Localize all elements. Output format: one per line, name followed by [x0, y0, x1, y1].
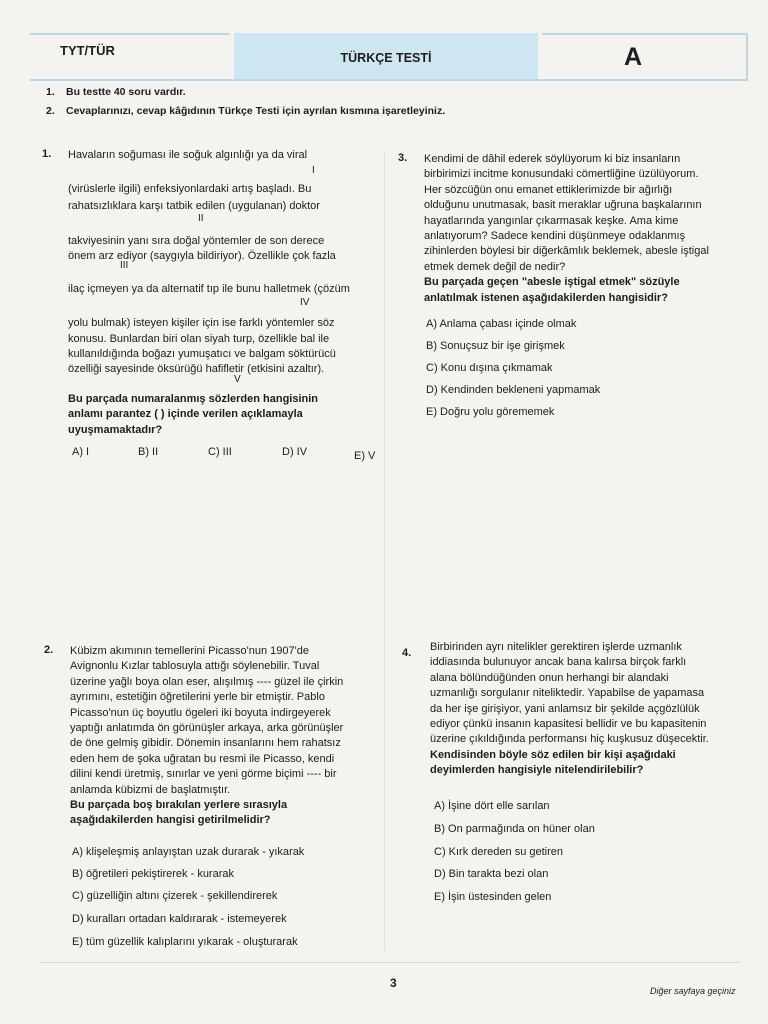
q2-line: Picasso'nun üç boyutlu ögeleri iki boyuta indirgeyerek	[70, 706, 331, 719]
q3-line: Kendimi de dâhil ederek söylüyorum ki biz insanların	[424, 153, 681, 165]
q3-option-d[interactable]: D) Kendinden bekleneni yapmamak	[426, 384, 601, 396]
footer-divider	[40, 962, 740, 963]
roman-marker: II	[198, 213, 204, 224]
q3-option-c[interactable]: C) Konu dışına çıkmamak	[426, 362, 553, 374]
q3-option-a[interactable]: A) Anlama çabası içinde olmak	[426, 318, 577, 330]
q3-prompt: Bu parçada geçen "abesle iştigal etmek" sözüyle anlatılmak istenen aşağıdakilerden hangisidir?	[424, 276, 680, 304]
q2-line: ayrımını, estetiğin öğretilerini yerle bir etmiştir. Pablo	[70, 691, 325, 704]
page-number: 3	[390, 976, 397, 990]
q2-option-c[interactable]: C) güzelliğin altını çizerek - şekillendirerek	[72, 890, 278, 902]
q2-number: 2.	[44, 644, 54, 656]
q3-option-e[interactable]: E) Doğru yolu görememek	[426, 406, 555, 418]
q1-line: takviyesinin yanı sıra doğal yöntemler de son derece	[68, 235, 325, 247]
q4-passage	[430, 640, 750, 779]
q1-line: konusu. Bunlardan biri olan siyah turp, özellikle bal ile	[68, 333, 330, 345]
q1-option-d[interactable]: D) IV	[282, 446, 308, 458]
q3-line: Her sözcüğün onu emanet ettiklerimizde bir ağırlığı	[424, 183, 673, 196]
q1-option-a[interactable]: A) I	[72, 446, 90, 458]
q2-line: de öne gelmiş gibidir. Dönemin insanlarını hem rahatsız	[70, 737, 341, 750]
instruction-2: 2. Cevaplarınızı, cevap kâğıdının Türkçe Testi için ayrılan kısmına işaretleyiniz.	[46, 105, 446, 117]
q2-line: yaptığı anlatımda ön görünüşler arkaya, arka görünüşler	[70, 721, 344, 734]
q1-number: 1.	[42, 148, 52, 160]
roman-marker: V	[234, 374, 241, 385]
q4-number: 4.	[402, 647, 412, 659]
q3-passage	[424, 152, 754, 306]
q1-line: kullanıldığında boğazı yumuşatıcı ve balgam söktürücü	[68, 348, 336, 360]
q4-prompt: Kendisinden böyle söz edilen bir kişi aşağıdaki deyimlerden hangisiyle nitelendirilebilir?	[430, 748, 676, 777]
header-divider	[30, 79, 746, 81]
q1-line: özelliği sayesinde öksürüğü hafifletir (etkisini azaltır).	[68, 363, 325, 375]
q4-option-c[interactable]: C) Kırk dereden su getiren	[434, 846, 564, 858]
q2-line: Avignonlu Kızlar tablosuyla attığı söylenebilir. Tuval	[70, 660, 320, 673]
q4-line: uzmanlığı sorgulanır niteliktedir. Yapabilse de yapamasa	[430, 687, 705, 700]
q2-option-d[interactable]: D) kuralları ortadan kaldırarak - istemeyerek	[72, 913, 287, 925]
q3-line: zihinlerden böylesi bir diğerkâmlık beklemek, abesle iştigal	[424, 245, 709, 258]
q3-line: anlatıyorum? Sadece kendini düşünmeye odaklanmış	[424, 229, 686, 242]
q2-line: dilini kendi üretmiş, sınırlar ve yeni görme biçimi ---- bir	[70, 768, 337, 781]
q3-line: etmek demek değil de nedir?	[424, 260, 566, 273]
q4-line: Birbirinden ayrı nitelikler gerektiren işlerde uzmanlık	[430, 641, 682, 653]
q2-line: anlamda kübizmi de başlatmıştır.	[70, 783, 231, 796]
q4-line: iddiasında bulunuyor ancak bana kalırsa birçok farklı	[430, 656, 687, 669]
q2-line: eden hem de şoka uğratan bu resmi ile Picasso, kendi	[70, 752, 335, 765]
q1-prompt: Bu parçada numaralanmış sözlerden hangisinin anlamı parantez ( ) içinde verilen açıklamayla uyuşmamaktadır?	[68, 393, 319, 436]
q1-line: rahatsızlıklara karşı tatbik edilen (uygulanan) doktor	[68, 200, 320, 212]
q3-line: olduğunu unutmasak, basit meraklar uğruna başkalarının	[424, 199, 702, 212]
q4-option-d[interactable]: D) Bin tarakta bezi olan	[434, 868, 549, 880]
q1-option-c[interactable]: C) III	[208, 446, 232, 458]
q4-option-e[interactable]: E) İşin üstesinden gelen	[434, 891, 552, 903]
header-booklet-box	[542, 33, 748, 81]
header-title-box	[234, 33, 538, 79]
column-divider	[384, 150, 385, 950]
q2-passage	[70, 644, 380, 829]
q4-line: üzerine çıkıldığında performansı hiç kuşkusuz düşecektir.	[430, 733, 709, 746]
q2-line: üzerine yağlı boya olan eser, alışılmış ---- güzel ile çirkin	[70, 675, 344, 688]
q2-option-e[interactable]: E) tüm güzellik kalıplarını yıkarak - oluşturarak	[72, 936, 298, 948]
q3-line: hayatlarında yangınlar çıkarmasak keşke. Ama kime	[424, 214, 679, 227]
q3-option-b[interactable]: B) Sonuçsuz bir işe girişmek	[426, 340, 565, 352]
roman-marker: IV	[300, 297, 310, 308]
header-section-box	[30, 33, 230, 81]
section-label: TYT/TÜR	[60, 43, 115, 58]
q4-option-a[interactable]: A) İşine dört elle sarılan	[434, 800, 550, 812]
test-title: TÜRKÇE TESTİ	[340, 51, 432, 65]
q1-line: yolu bulmak) isteyen kişiler için ise farklı yöntemler söz	[68, 317, 335, 329]
q2-option-b[interactable]: B) öğretileri pekiştirerek - kurarak	[72, 868, 234, 880]
q4-option-b[interactable]: B) On parmağında on hüner olan	[434, 823, 595, 835]
booklet-letter: A	[624, 43, 643, 71]
q4-line: alana bölündüğünden onun herhangi bir alandaki	[430, 671, 669, 684]
q3-line: birbirimizi incitme konusundaki cömertliğine üzülüyorum.	[424, 168, 699, 181]
exam-header	[30, 33, 746, 79]
q1-line: ilaç içmeyen ya da alternatif tıp ile bunu halletmek (çözüm	[68, 283, 350, 295]
q1-line: (virüslerle ilgili) enfeksiyonlardaki artış başladı. Bu	[68, 183, 312, 195]
q2-option-a[interactable]: A) klişeleşmiş anlayıştan uzak durarak - yıkarak	[72, 846, 305, 858]
roman-marker: III	[120, 260, 129, 271]
q1-option-b[interactable]: B) II	[138, 446, 159, 458]
q1-option-e[interactable]: E) V	[354, 450, 376, 462]
q3-number: 3.	[398, 152, 408, 164]
q4-line: da her işe girişiyor, yani anlamsız bir şekilde açgözlülük	[430, 702, 700, 715]
roman-marker: I	[312, 165, 315, 176]
q1-line: Havaların soğuması ile soğuk algınlığı ya da viral	[68, 149, 308, 161]
next-page-note: Diğer sayfaya geçiniz	[650, 986, 736, 996]
q4-line: ediyor çünkü insanın kapasitesi bellidir ve bu kapasitenin	[430, 717, 707, 730]
q2-line: Kübizm akımının temellerini Picasso'nun 1907'de	[70, 645, 309, 657]
instruction-1: 1. Bu testte 40 soru vardır.	[46, 86, 186, 98]
q1-line: önem arz ediyor (saygıyla bildiriyor). Özellikle çok fazla	[68, 250, 336, 262]
q2-prompt: Bu parçada boş bırakılan yerlere sırasıyla aşağıdakilerden hangisi getirilmelidir?	[70, 798, 288, 827]
